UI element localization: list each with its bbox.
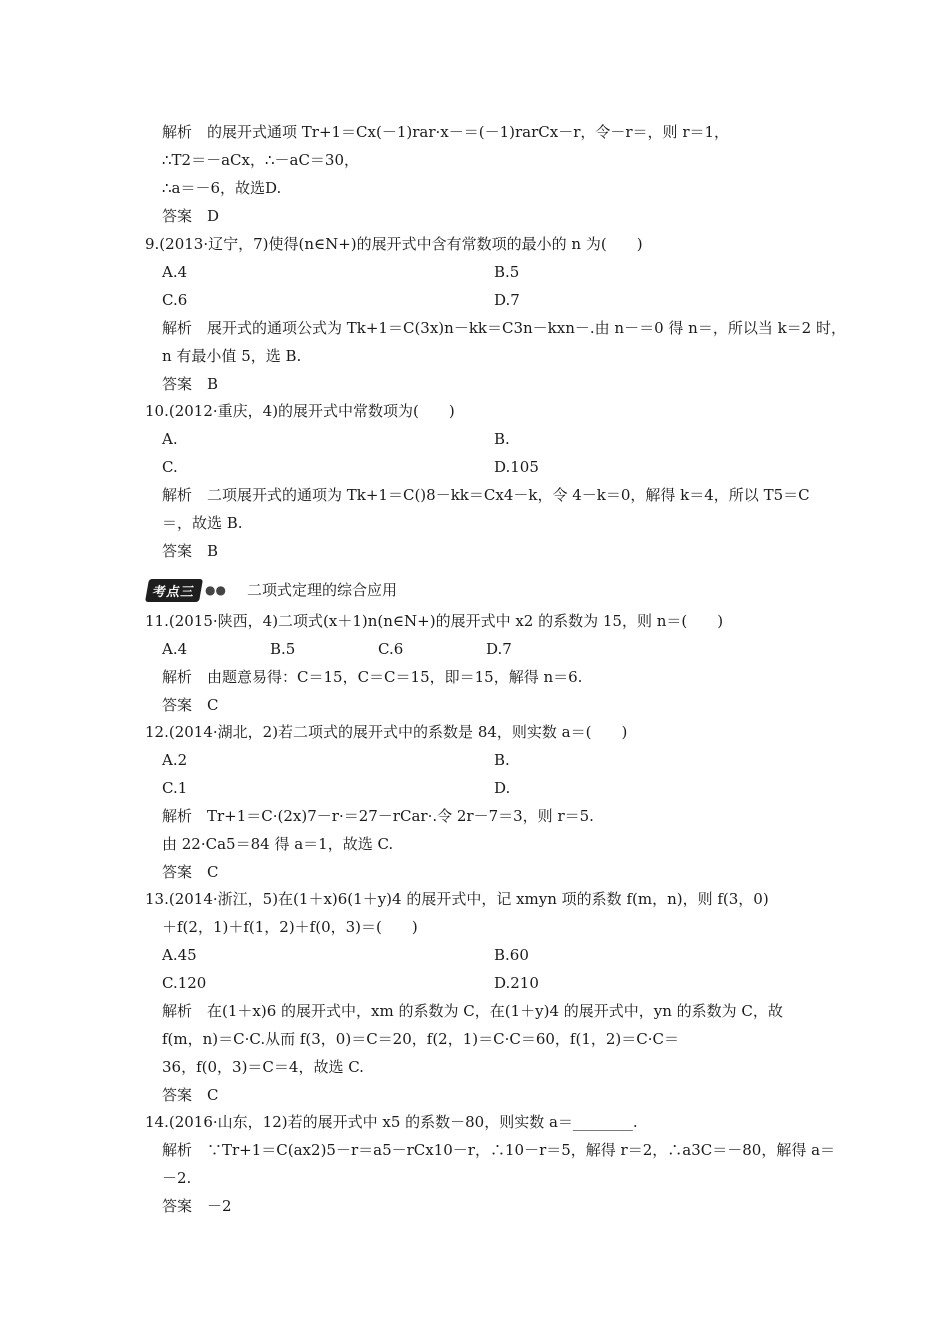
q12-answer: 答案 C (162, 863, 219, 881)
q9-question: 9.(2013·辽宁，7)使得(n∈N+)的展开式中含有常数项的最小的 n 为( ) (145, 235, 643, 253)
q12-question: 12.(2014·湖北，2)若二项式的展开式中的系数是 84，则实数 a＝( ) (145, 723, 628, 741)
q9-answer: 答案 B (162, 375, 219, 393)
q8-answer: 答案 D (162, 207, 220, 225)
q14-solution-line-2: －2. (162, 1169, 192, 1187)
q11-option-d: D.7 (486, 640, 512, 658)
q8-solution-line-2: ∴T2＝－aCx，∴－aC＝30， (162, 151, 360, 169)
q9-option-b: B.5 (494, 263, 520, 281)
q11-solution: 解析 由题意易得：C＝15，C＝C＝15，即＝15，解得 n＝6. (162, 668, 583, 686)
q11-question: 11.(2015·陕西，4)二项式(x＋1)n(n∈N+)的展开式中 x2 的系数为 15，则 n＝( ) (145, 612, 724, 630)
q11-option-a: A.4 (162, 640, 188, 658)
section-title: 二项式定理的综合应用 (247, 581, 398, 599)
q14-solution-line-1: 解析 ∵Tr+1＝C(ax2)5－r＝a5－rCx10－r，∴10－r＝5，解得 r＝2，∴a3C＝－80，解得 a＝ (162, 1141, 836, 1159)
q10-option-d: D.105 (494, 458, 539, 476)
section-badge-dots: ●● (205, 583, 226, 597)
q13-option-d: D.210 (494, 974, 539, 992)
q14-answer: 答案 －2 (162, 1197, 232, 1215)
q13-option-a: A.45 (162, 946, 197, 964)
q11-answer: 答案 C (162, 696, 219, 714)
q13-option-c: C.120 (162, 974, 207, 992)
q10-answer: 答案 B (162, 542, 219, 560)
q12-option-d: D. (494, 779, 511, 797)
q14-question: 14.(2016·山东，12)若的展开式中 x5 的系数－80，则实数 a＝________. (145, 1113, 638, 1131)
q9-option-d: D.7 (494, 291, 520, 309)
q12-option-c: C.1 (162, 779, 188, 797)
q12-option-b: B. (494, 751, 510, 769)
q11-option-b: B.5 (270, 640, 296, 658)
q8-solution-line-1: 解析 的展开式通项 Tr+1＝Cx(－1)rar·x－＝(－1)rarCx－r，令－r＝，则 r＝1， (162, 123, 730, 141)
q13-solution-line-2: f(m，n)＝C·C.从而 f(3，0)＝C＝20，f(2，1)＝C·C＝60，f(1，2)＝C·C＝ (162, 1030, 679, 1048)
q13-solution-line-1: 解析 在(1＋x)6 的展开式中，xm 的系数为 C，在(1＋y)4 的展开式中，yn 的系数为 C，故 (162, 1002, 783, 1020)
q13-solution-line-3: 36，f(0，3)＝C＝4，故选 C. (162, 1058, 364, 1076)
q12-solution-line-2: 由 22·Ca5＝84 得 a＝1，故选 C. (162, 835, 394, 853)
q12-option-a: A.2 (162, 751, 188, 769)
q8-solution-line-3: ∴a＝－6，故选D. (162, 179, 282, 197)
q12-solution-line-1: 解析 Tr+1＝C·(2x)7－r·＝27－rCar·.令 2r－7＝3，则 r＝5. (162, 807, 594, 825)
q10-solution-line-1: 解析 二项展开式的通项为 Tk+1＝C()8－kk＝Cx4－k，令 4－k＝0，解得 k＝4，所以 T5＝C (162, 486, 810, 504)
section-badge-label: 考点三 (145, 579, 203, 602)
q13-option-b: B.60 (494, 946, 529, 964)
q10-option-a: A. (162, 430, 178, 448)
q9-option-c: C.6 (162, 291, 188, 309)
q9-solution-line-1: 解析 展开式的通项公式为 Tk+1＝C(3x)n－kk＝C3n－kxn－.由 n－＝0 得 n＝，所以当 k＝2 时， (162, 319, 846, 337)
section-badge (147, 578, 233, 602)
q10-solution-line-2: ＝，故选 B. (162, 514, 243, 532)
q9-solution-line-2: n 有最小值 5，选 B. (162, 347, 302, 365)
q10-option-b: B. (494, 430, 510, 448)
q13-question-line-2: ＋f(2，1)＋f(1，2)＋f(0，3)＝( ) (162, 918, 418, 936)
q13-answer: 答案 C (162, 1086, 219, 1104)
q10-question: 10.(2012·重庆，4)的展开式中常数项为( ) (145, 402, 455, 420)
q9-option-a: A.4 (162, 263, 188, 281)
q13-question-line-1: 13.(2014·浙江，5)在(1＋x)6(1＋y)4 的展开式中，记 xmyn 项的系数 f(m，n)，则 f(3，0) (145, 890, 769, 908)
q11-option-c: C.6 (378, 640, 404, 658)
q10-option-c: C. (162, 458, 178, 476)
